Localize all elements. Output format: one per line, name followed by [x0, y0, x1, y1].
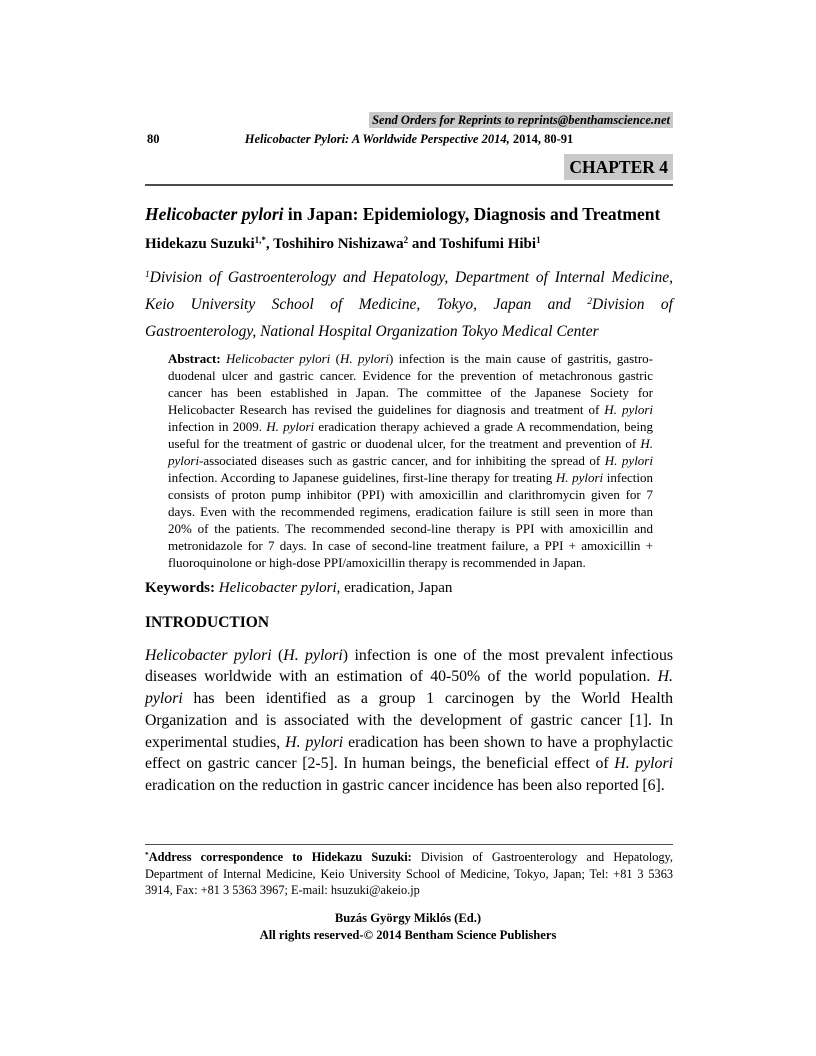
article-title: Helicobacter pylori in Japan: Epidemiology, Diagnosis and Treatment	[145, 204, 661, 224]
keywords-line: Keywords: Helicobacter pylori, eradication, Japan	[145, 579, 453, 596]
reprint-notice-line	[145, 112, 673, 128]
introduction-paragraph: Helicobacter pylori (H. pylori) infection is one of the most prevalent infectious diseases worldwide with an estimation of 40-50% of the world population. H. pylori has been identified as a group 1 carcinogen by the World Health Organization and is associated with the development of gastric cancer [1]. In experimental studies, H. pylori eradication has been shown to have a prophylactic effect on gastric cancer [2-5]. In human beings, the beneficial effect of H. pylori eradication on the reduction in gastric cancer incidence has been also reported [6].	[145, 646, 674, 795]
authors-line: Hidekazu Suzuki$^{1,*}$, Toshihiro Nishizawa$^2$ and Toshifumi Hibi$^1$	[145, 235, 541, 252]
abstract: Abstract: Helicobacter pylori (H. pylori) infection is the main cause of gastritis, gastro-duodenal ulcer and gastric cancer. Evidence for the prevention of metachronous gastric cancer has been established in Japan. The committee of the Japanese Society for Helicobacter Research has revised the guidelines for diagnosis and treatment of H. pylori infection in 2009. H. pylori eradication therapy achieved a grade A recommendation, being useful for the treatment of gastric or duodenal ulcer, for the treatment and prevention of H. pylori-associated diseases such as gastric cancer, and for inhibiting the spread of H. pylori infection. According to Japanese guidelines, first-line therapy for treating H. pylori infection consists of proton pump inhibitor (PPI) with amoxicillin and clarithromycin given for 7 days. Even with the recommended regimens, eradication failure is still seen in more than 20% of the patients. The recommended second-line therapy is PPI with amoxicillin and metronidazole for 7 days. In case of second-line treatment failure, a PPI + amoxicillin + fluoroquinolone or high-dose PPI/amoxicillin therapy is recommended in Japan.	[168, 350, 653, 570]
reprint-notice: Send Orders for Reprints to reprints@benthamscience.net	[369, 112, 673, 128]
correspondence-footnote: *Address correspondence to Hidekazu Suzuki: Division of Gastroenterology and Hepatology, Department of Internal Medicine, Keio University School of Medicine, Tokyo, Japan; Tel: +81 3 5363 3914, Fax: +81 3 5363 3967; E-mail: hsuzuki@akeio.jp	[145, 844, 673, 899]
header-rule	[145, 184, 673, 186]
chapter-line	[145, 154, 673, 180]
rights-line: All rights reserved-© 2014 Bentham Science Publishers	[259, 927, 557, 942]
page-footer	[0, 910, 816, 943]
page-content	[145, 112, 673, 797]
editor-line: Buzás György Miklós (Ed.)	[334, 911, 482, 925]
section-heading-introduction: INTRODUCTION	[145, 613, 270, 631]
chapter-label: CHAPTER 4	[564, 154, 673, 180]
affiliations: $^1$Division of Gastroenterology and Hepatology, Department of Internal Medicine, Keio University School of Medicine, Tokyo, Japan and $^2$Division of Gastroenterology, National Hospital Organization Tokyo Medical Center	[145, 268, 673, 340]
journal-header	[145, 131, 673, 148]
page-number: 80	[147, 132, 160, 146]
journal-reference: Helicobacter Pylori: A Worldwide Perspective 2014, 2014, 80-91	[244, 132, 574, 146]
